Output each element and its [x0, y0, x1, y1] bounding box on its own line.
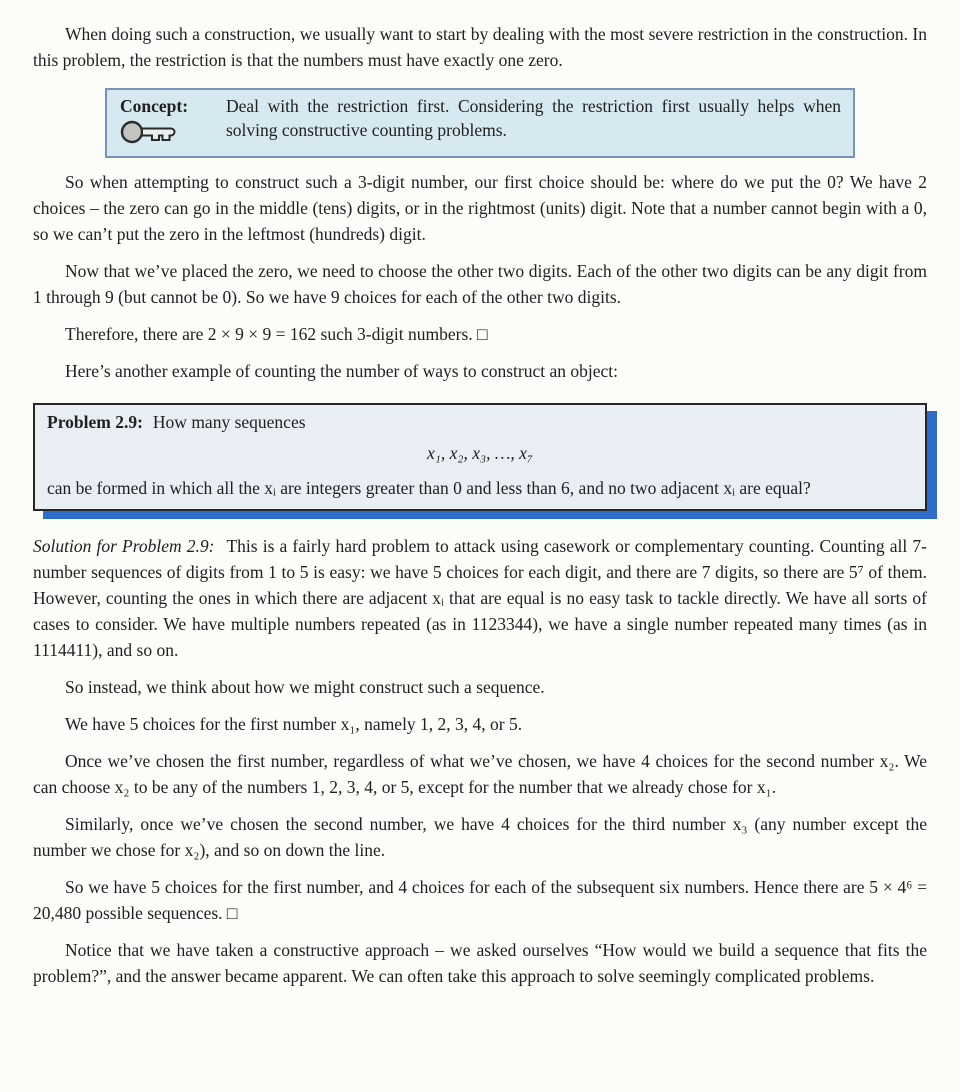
problem-question-rest: can be formed in which all the xᵢ are integers greater than 0 and less than 6, and no two adjacent xᵢ are equal? [47, 478, 811, 498]
paragraph-construct-3digit: So when attempting to construct such a 3-digit number, our first choice should be: where do we put the 0? We have 2 choices – the zero can go in the middle (tens) digits, or in the rightmost (units) digit. Note that a number cannot begin with a 0, so we can’t put the zero in the leftmost (hundreds) digit. [33, 172, 927, 244]
paragraph-first-number: We have 5 choices for the first number x₁, namely 1, 2, 3, 4, or 5. [65, 714, 523, 734]
paragraph-so-instead: So instead, we think about how we might construct such a sequence. [65, 677, 545, 697]
paragraph-notice: Notice that we have taken a constructive approach – we asked ourselves “How would we build a sequence that fits the problem?”, and the answer became apparent. We can often take this approach to solve seemingly complicated problems. [33, 940, 927, 986]
paragraph-intro: When doing such a construction, we usually want to start by dealing with the most severe restriction in the construction. In this problem, the restriction is that the numbers must have exactly one zero. [33, 24, 927, 70]
key-icon [120, 119, 178, 151]
problem-question-lead: How many sequences [152, 412, 306, 432]
paragraph-second-number: Once we’ve chosen the first number, regardless of what we’ve chosen, we have 4 choices for the second number x₂. We can choose x₂ to be any of the numbers 1, 2, 3, 4, or 5, except for the number that we already chose for x₁. [33, 751, 927, 797]
concept-label: Concept: [120, 96, 189, 116]
paragraph-solution [33, 533, 927, 663]
concept-box [105, 88, 855, 158]
paragraph-third-number: Similarly, once we’ve chosen the second number, we have 4 choices for the third number x₃ (any number except the number we chose for x₂), and so on down the line. [33, 814, 927, 860]
solution-lead: Solution for Problem 2.9: [33, 536, 215, 556]
problem-math-line: x₁, x₂, x₃, …, x₇ [427, 443, 533, 463]
problem-label: Problem 2.9: [47, 412, 143, 432]
problem-statement-lead [47, 409, 913, 435]
concept-text: Deal with the restriction first. Considering the restriction first usually helps when solving constructive counting problems. [226, 96, 841, 140]
paragraph-therefore: Therefore, there are 2 × 9 × 9 = 162 such 3-digit numbers. □ [65, 324, 488, 344]
paragraph-another-example: Here’s another example of counting the number of ways to construct an object: [65, 361, 619, 381]
solution-body: This is a fairly hard problem to attack using casework or complementary counting. Counting all 7-number sequences of digits from 1 to 5 is easy: we have 5 choices for each digit, and there are 7 digits, so there are 5⁷ of them. However, counting the ones in which there are adjacent xᵢ that are equal is no easy task to tackle directly. We have all sorts of cases to consider. We have multiple numbers repeated (as in 1123344), we have a single number repeated many times (as in 1114411), and so on. [33, 536, 927, 660]
paragraph-conclusion: So we have 5 choices for the first number, and 4 choices for each of the subsequent six numbers. Hence there are 5 × 4⁶ = 20,480 possible sequences. □ [33, 877, 927, 923]
concept-box-left-column [120, 94, 208, 151]
paragraph-place-zero: Now that we’ve placed the zero, we need to choose the other two digits. Each of the other two digits can be any digit from 1 through 9 (but cannot be 0). So we have 9 choices for each of the other two digits. [33, 261, 927, 307]
problem-box [33, 403, 927, 511]
